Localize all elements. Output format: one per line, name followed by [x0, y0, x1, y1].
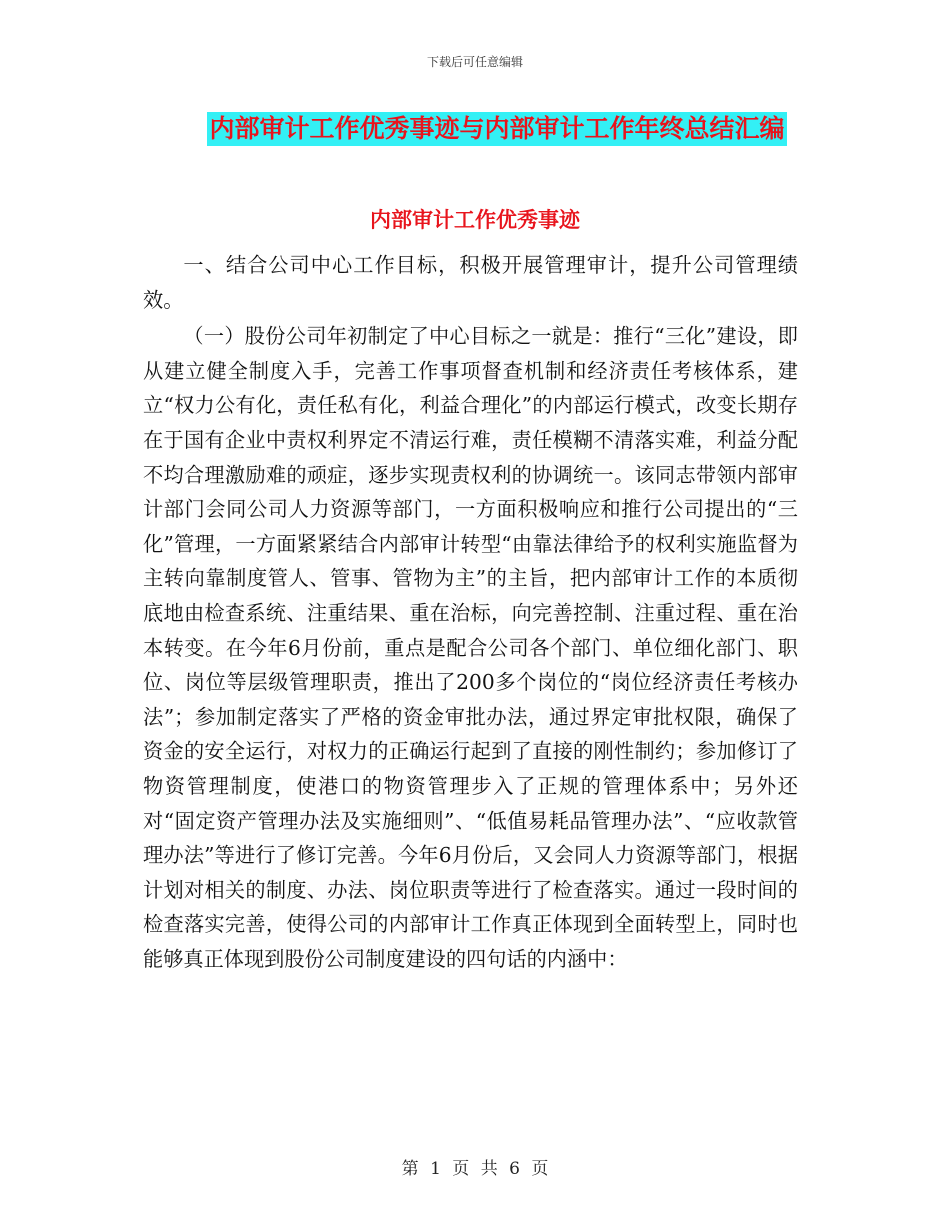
- page-number-footer: 第 1 页 共 6 页: [401, 1159, 549, 1179]
- paragraph-2: （一）股份公司年初制定了中心目标之一就是：推行“三化”建设，即从建立健全制度入手，完善工作事项督查机制和经济责任考核体系，建立“权力公有化，责任私有化，利益合理化”的内部运行模式，改变长期存在于国有企业中责权利界定不清运行难，责任模糊不清落实难，利益分配不均合理激励难的顽症，逐步实现责权利的协调统一。该同志带领内部审计部门会同公司人力资源等部门，一方面积极响应和推行公司提出的“三化”管理，一方面紧紧结合内部审计转型“由靠法律给予的权利实施监督为主转向靠制度管人、管事、管物为主”的主旨，把内部审计工作的本质彻底地由检查系统、注重结果、重在治标，向完善控制、注重过程、重在治本转变。在今年6月份前，重点是配合公司各个部门、单位细化部门、职位、岗位等层级管理职责，推出了200多个岗位的“岗位经济责任考核办法”；参加制定落实了严格的资金审批办法，通过界定审批权限，确保了资金的安全运行，对权力的正确运行起到了直接的刚性制约；参加修订了物资管理制度，使港口的物资管理步入了正规的管理体系中；另外还对“固定资产管理办法及实施细则”、“低值易耗品管理办法”、“应收款管理办法”等进行了修订完善。今年6月份后，又会同人力资源等部门，根据计划对相关的制度、办法、岗位职责等进行了检查落实。通过一段时间的检查落实完善，使得公司的内部审计工作真正体现到全面转型上，同时也能够真正体现到股份公司制度建设的四句话的内涵中：: [143, 324, 798, 971]
- paragraph-1: 一、结合公司中心工作目标，积极开展管理审计，提升公司管理绩效。: [143, 253, 798, 312]
- header-note: 下载后可任意编辑: [426, 55, 523, 69]
- section-title: 内部审计工作优秀事迹: [370, 208, 580, 232]
- document-body: [143, 248, 798, 976]
- document-main-title: 内部审计工作优秀事迹与内部审计工作年终总结汇编: [207, 112, 786, 146]
- main-title-container: [0, 112, 950, 146]
